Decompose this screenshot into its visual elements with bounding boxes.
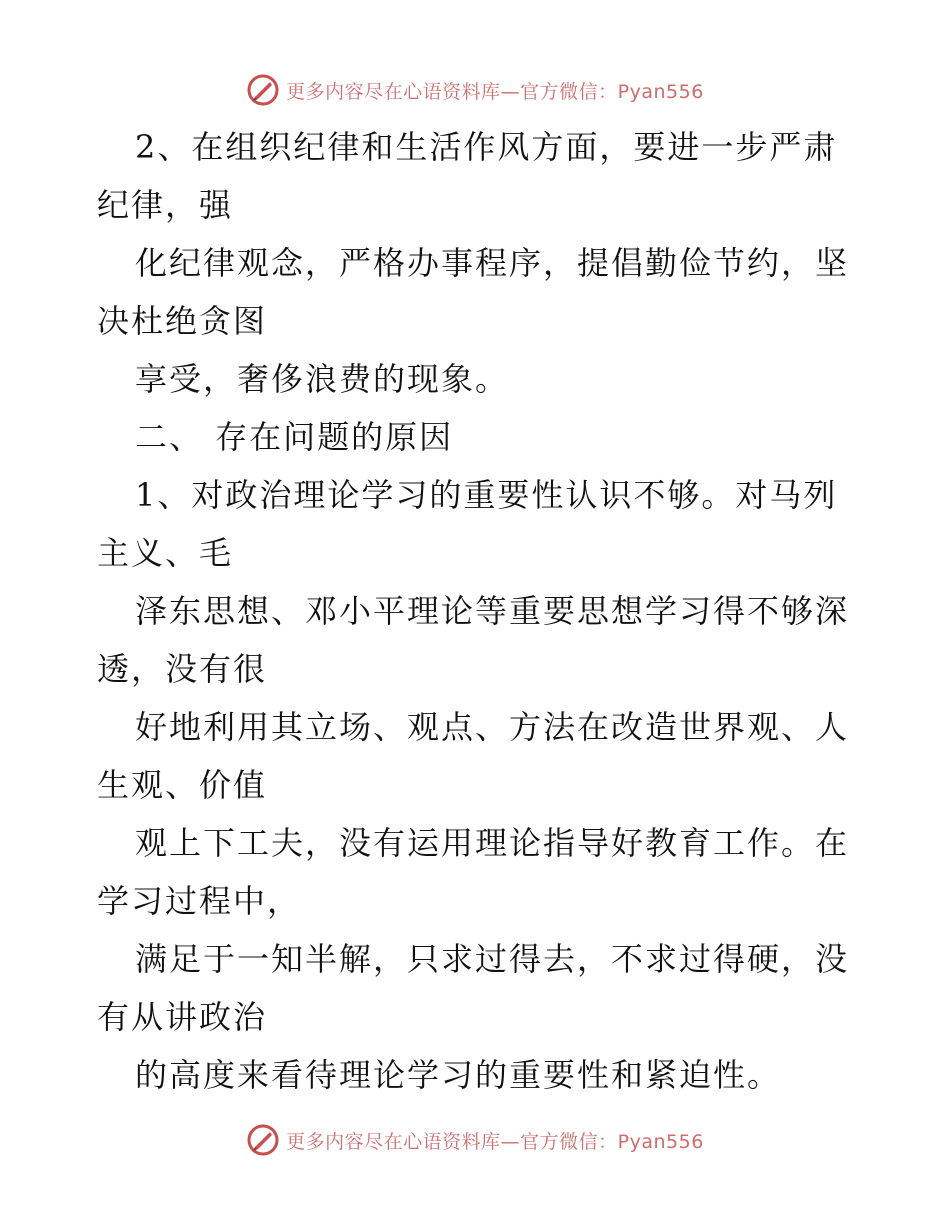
section-heading: 二、 存在问题的原因 — [135, 418, 454, 456]
document-body — [97, 118, 857, 1104]
text-line: 有从讲政治 — [97, 998, 268, 1036]
text-line: 1、对政治理论学习的重要性认识不够。对马列 — [135, 476, 838, 514]
text-line: 决杜绝贪图 — [97, 302, 268, 340]
text-line: 透，没有很 — [97, 650, 268, 688]
text-line: 纪律，强 — [97, 186, 234, 224]
text-line: 好地利用其立场、观点、方法在改造世界观、人 — [135, 708, 850, 746]
watermark-text: 更多内容尽在心语资料库—官方微信：Pyan556 — [286, 80, 704, 103]
text-line: 观上下工夫，没有运用理论指导好教育工作。在 — [135, 824, 850, 862]
text-line: 主义、毛 — [97, 534, 234, 572]
text-line: 泽东思想、邓小平理论等重要思想学习得不够深 — [135, 592, 850, 630]
text-line: 的高度来看待理论学习的重要性和紧迫性。 — [135, 1056, 782, 1094]
watermark-text: 更多内容尽在心语资料库—官方微信：Pyan556 — [286, 1130, 704, 1153]
quill-pen-icon — [246, 73, 280, 107]
header-watermark — [0, 70, 950, 110]
footer-watermark — [0, 1120, 950, 1160]
quill-pen-icon — [246, 1123, 280, 1157]
text-line: 享受，奢侈浪费的现象。 — [135, 360, 510, 398]
text-line: 满足于一知半解，只求过得去，不求过得硬，没 — [135, 940, 850, 978]
text-line: 2、在组织纪律和生活作风方面，要进一步严肃 — [135, 128, 838, 166]
text-line: 生观、价值 — [97, 766, 268, 804]
text-line: 学习过程中， — [97, 882, 302, 920]
text-line: 化纪律观念，严格办事程序，提倡勤俭节约，坚 — [135, 244, 850, 282]
